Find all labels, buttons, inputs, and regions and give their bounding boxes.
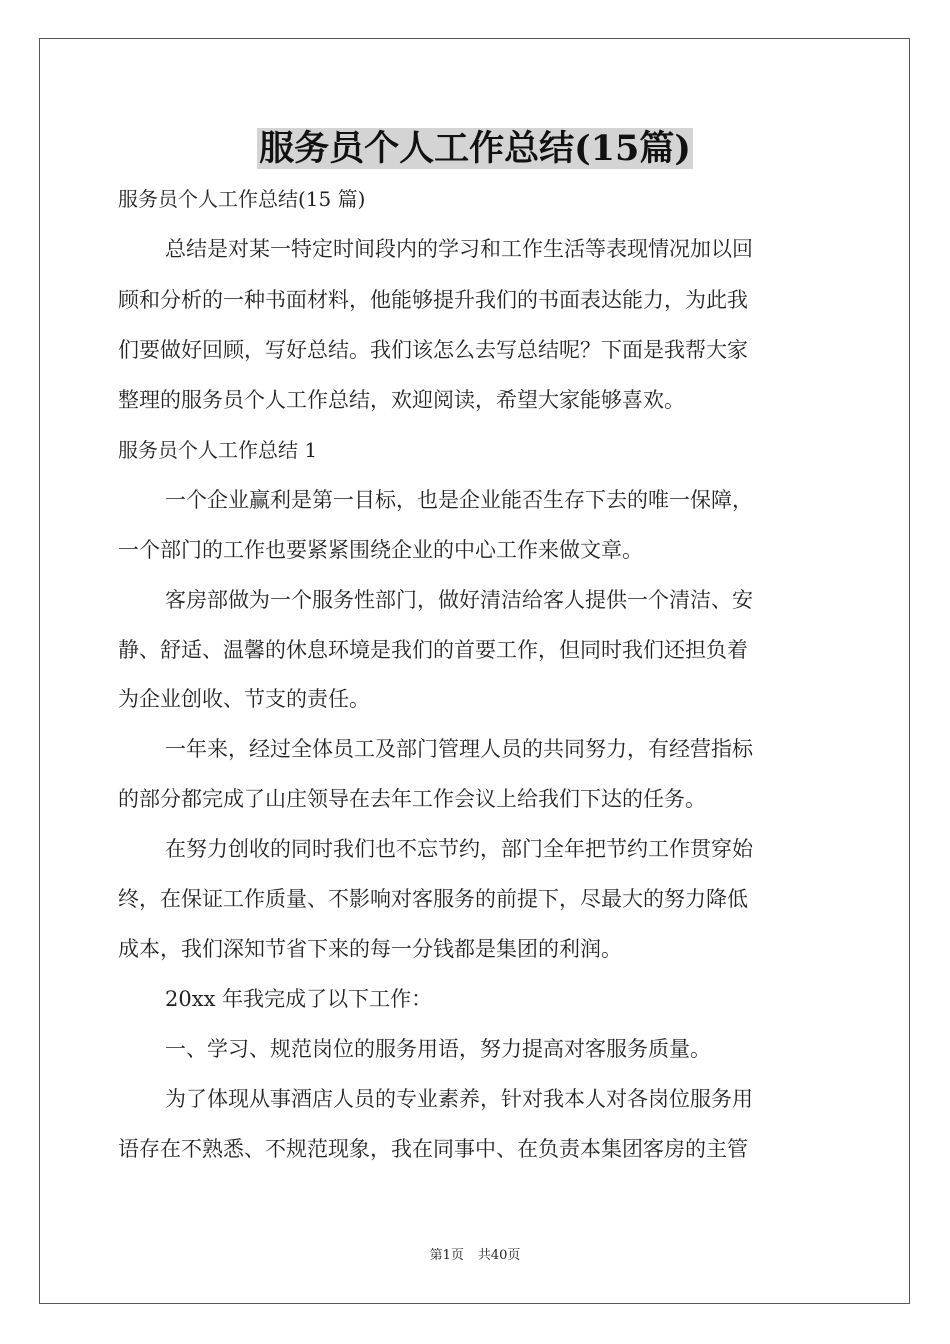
body-line: 一年来，经过全体员工及部门管理人员的共同努力，有经营指标: [165, 737, 753, 761]
body-line: 一个企业赢利是第一目标，也是企业能否生存下去的唯一保障，: [165, 488, 753, 512]
body-line: 静、舒适、温馨的休息环境是我们的首要工作，但同时我们还担负着: [118, 638, 748, 662]
body-line: 语存在不熟悉、不规范现象，我在同事中、在负责本集团客房的主管: [118, 1137, 748, 1161]
body-line: 20xx 年我完成了以下工作：: [165, 987, 433, 1011]
body-line: 客房部做为一个服务性部门，做好清洁给客人提供一个清洁、安: [165, 588, 753, 612]
page-border: [39, 38, 910, 1304]
body-line: 总结是对某一特定时间段内的学习和工作生活等表现情况加以回: [165, 237, 753, 261]
body-line: 一个部门的工作也要紧紧围绕企业的中心工作来做文章。: [118, 538, 643, 562]
body-line: 们要做好回顾，写好总结。我们该怎么去写总结呢？下面是我帮大家: [118, 338, 748, 362]
body-line: 整理的服务员个人工作总结，欢迎阅读，希望大家能够喜欢。: [118, 388, 685, 412]
body-line: 在努力创收的同时我们也不忘节约，部门全年把节约工作贯穿始: [165, 837, 753, 861]
page-number: 第1页: [429, 1248, 464, 1263]
body-line: 为企业创收、节支的责任。: [118, 687, 370, 711]
document-title-text: 服务员个人工作总结(15篇): [259, 128, 691, 169]
body-line: 的部分都完成了山庄领导在去年工作会议上给我们下达的任务。: [118, 787, 706, 811]
body-line: 一、学习、规范岗位的服务用语，努力提高对客服务质量。: [165, 1037, 711, 1061]
subtitle-line: 服务员个人工作总结(15 篇): [118, 187, 366, 211]
section-heading: 服务员个人工作总结 1: [118, 438, 318, 462]
page-footer: [0, 1247, 950, 1265]
body-line: 顾和分析的一种书面材料，他能够提升我们的书面表达能力，为此我: [118, 288, 748, 312]
body-line: 为了体现从事酒店人员的专业素养，针对我本人对各岗位服务用: [165, 1087, 753, 1111]
body-line: 成本，我们深知节省下来的每一分钱都是集团的利润。: [118, 937, 622, 961]
body-line: 终，在保证工作质量、不影响对客服务的前提下，尽最大的努力降低: [118, 887, 748, 911]
document-title: [0, 126, 950, 172]
page-total: 共40页: [477, 1248, 521, 1263]
